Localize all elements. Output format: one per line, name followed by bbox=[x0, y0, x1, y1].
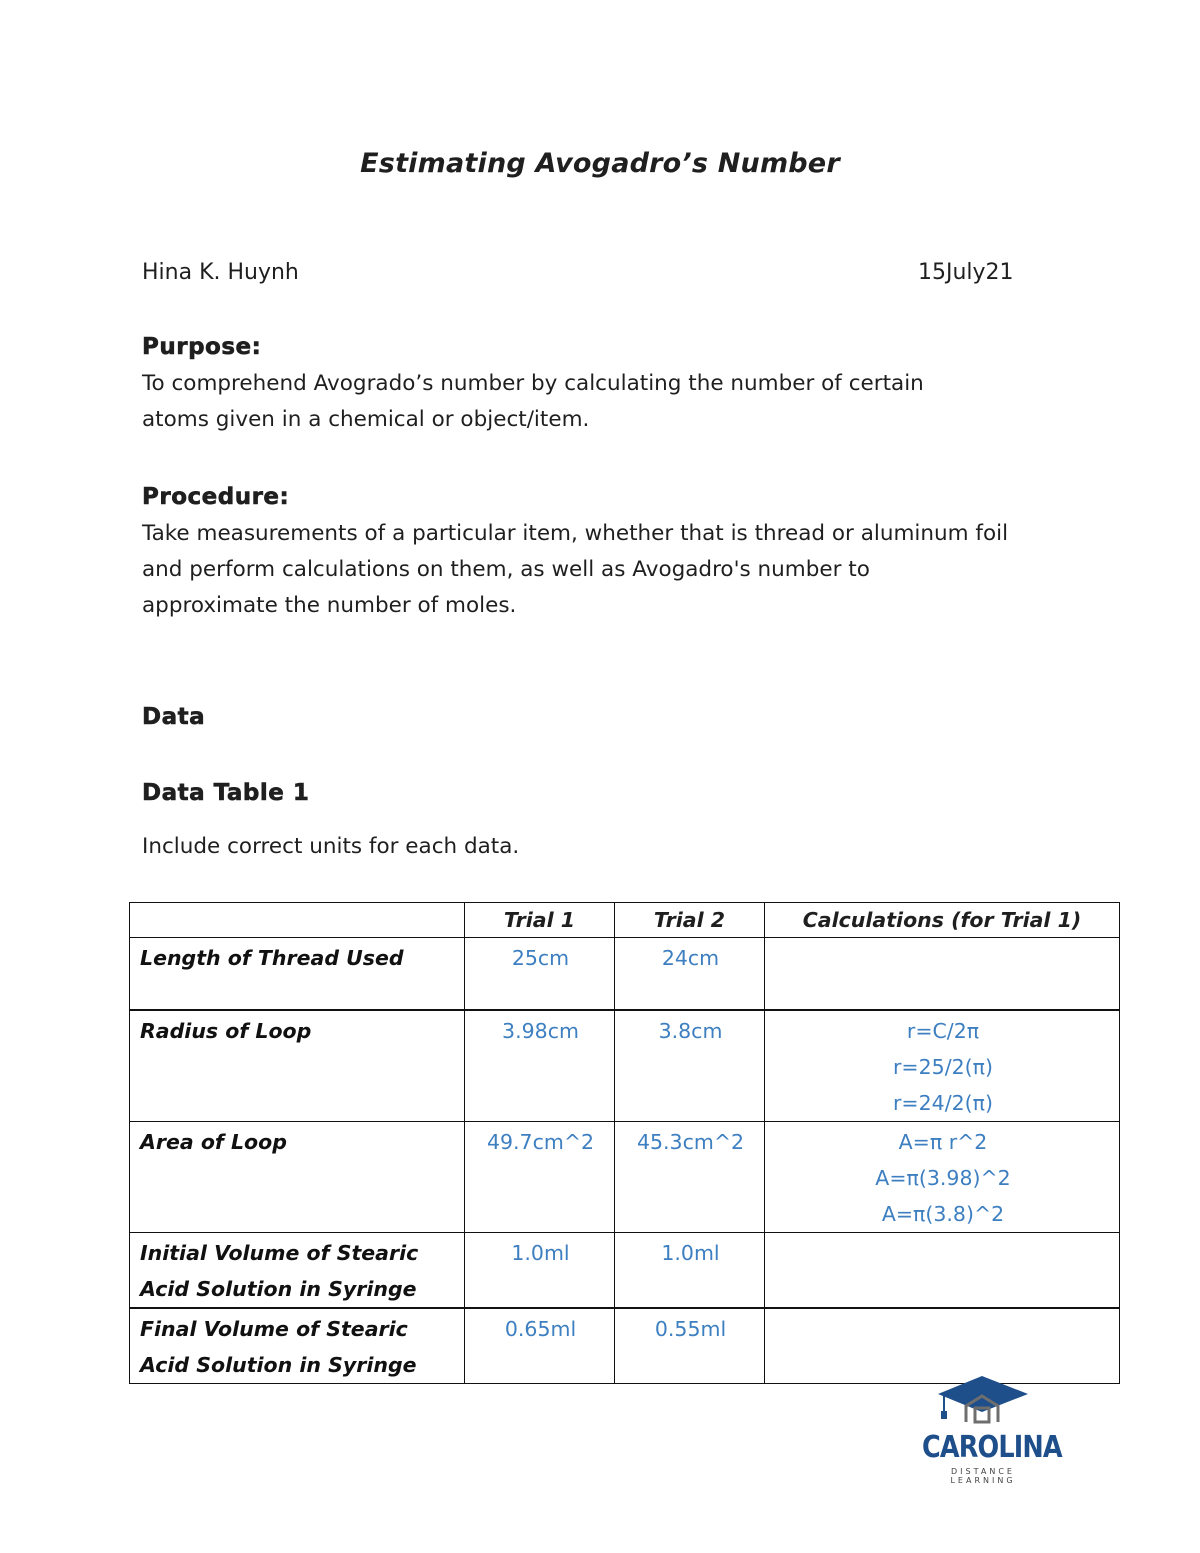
calculation-cell bbox=[765, 1121, 1120, 1232]
logo-wordmark: CAROLINA bbox=[922, 1430, 1062, 1465]
table-row bbox=[130, 1121, 1120, 1232]
row-label-line-1: Final Volume of Stearic bbox=[140, 1316, 408, 1341]
row-label bbox=[130, 1308, 465, 1384]
calculation-cell bbox=[765, 1010, 1120, 1122]
trial-1-value: 49.7cm^2 bbox=[465, 1121, 615, 1232]
data-heading: Data bbox=[142, 704, 206, 730]
calculation-line: r=25/2(π) bbox=[893, 1054, 993, 1079]
header-trial-1: Trial 1 bbox=[465, 903, 615, 938]
row-label bbox=[130, 1010, 465, 1122]
calculation-line: r=24/2(π) bbox=[893, 1090, 993, 1115]
row-label-line-1: Initial Volume of Stearic bbox=[140, 1240, 419, 1265]
procedure-line-2: and perform calculations on them, as well as Avogadro's number to bbox=[142, 557, 870, 582]
trial-2-value: 1.0ml bbox=[615, 1232, 765, 1308]
table-row bbox=[130, 938, 1120, 1010]
procedure-heading: Procedure: bbox=[142, 484, 290, 510]
row-label-line-2: Acid Solution in Syringe bbox=[140, 1352, 417, 1377]
data-table-1 bbox=[129, 902, 1120, 1384]
table-row bbox=[130, 1010, 1120, 1122]
trial-2-value: 45.3cm^2 bbox=[615, 1121, 765, 1232]
data-table-heading: Data Table 1 bbox=[142, 780, 310, 806]
purpose-line-1: To comprehend Avogrado’s number by calculating the number of certain bbox=[142, 371, 924, 396]
trial-2-value: 0.55ml bbox=[615, 1308, 765, 1384]
purpose-text bbox=[142, 366, 1062, 438]
row-label-line-1: Length of Thread Used bbox=[140, 946, 404, 970]
header-trial-2: Trial 2 bbox=[615, 903, 765, 938]
procedure-text bbox=[142, 516, 1062, 624]
author-name: Hina K. Huynh bbox=[142, 260, 299, 285]
row-label-line-1: Radius of Loop bbox=[140, 1018, 312, 1043]
logo-subtitle: DISTANCE LEARNING bbox=[950, 1467, 1016, 1485]
row-label bbox=[130, 938, 465, 1010]
calculation-cell bbox=[765, 938, 1120, 1010]
purpose-line-2: atoms given in a chemical or object/item. bbox=[142, 407, 590, 432]
header-blank bbox=[130, 903, 465, 938]
calculation-line: A=π(3.8)^2 bbox=[881, 1201, 1005, 1226]
purpose-heading: Purpose: bbox=[142, 334, 262, 360]
trial-1-value: 0.65ml bbox=[465, 1308, 615, 1384]
page-title: Estimating Avogadro’s Number bbox=[360, 148, 840, 179]
row-label bbox=[130, 1232, 465, 1308]
trial-2-value: 24cm bbox=[615, 938, 765, 1010]
trial-1-value: 1.0ml bbox=[465, 1232, 615, 1308]
procedure-line-3: approximate the number of moles. bbox=[142, 593, 517, 618]
calculation-line: r=C/2π bbox=[906, 1018, 980, 1043]
trial-1-value: 3.98cm bbox=[465, 1010, 615, 1122]
row-label bbox=[130, 1121, 465, 1232]
row-label-line-1: Area of Loop bbox=[140, 1129, 287, 1154]
calculation-line: A=π(3.98)^2 bbox=[875, 1165, 1011, 1190]
table-header-row bbox=[130, 903, 1120, 938]
trial-1-value: 25cm bbox=[465, 938, 615, 1010]
header-calculations: Calculations (for Trial 1) bbox=[765, 903, 1120, 938]
calculation-cell bbox=[765, 1232, 1120, 1308]
procedure-line-1: Take measurements of a particular item, whether that is thread or aluminum foil bbox=[142, 521, 1009, 546]
row-label-line-2: Acid Solution in Syringe bbox=[140, 1276, 417, 1301]
trial-2-value: 3.8cm bbox=[615, 1010, 765, 1122]
data-table-note: Include correct units for each data. bbox=[142, 834, 520, 859]
table-row bbox=[130, 1232, 1120, 1308]
calculation-line: A=π r^2 bbox=[898, 1129, 988, 1154]
report-date: 15July21 bbox=[918, 260, 1014, 285]
